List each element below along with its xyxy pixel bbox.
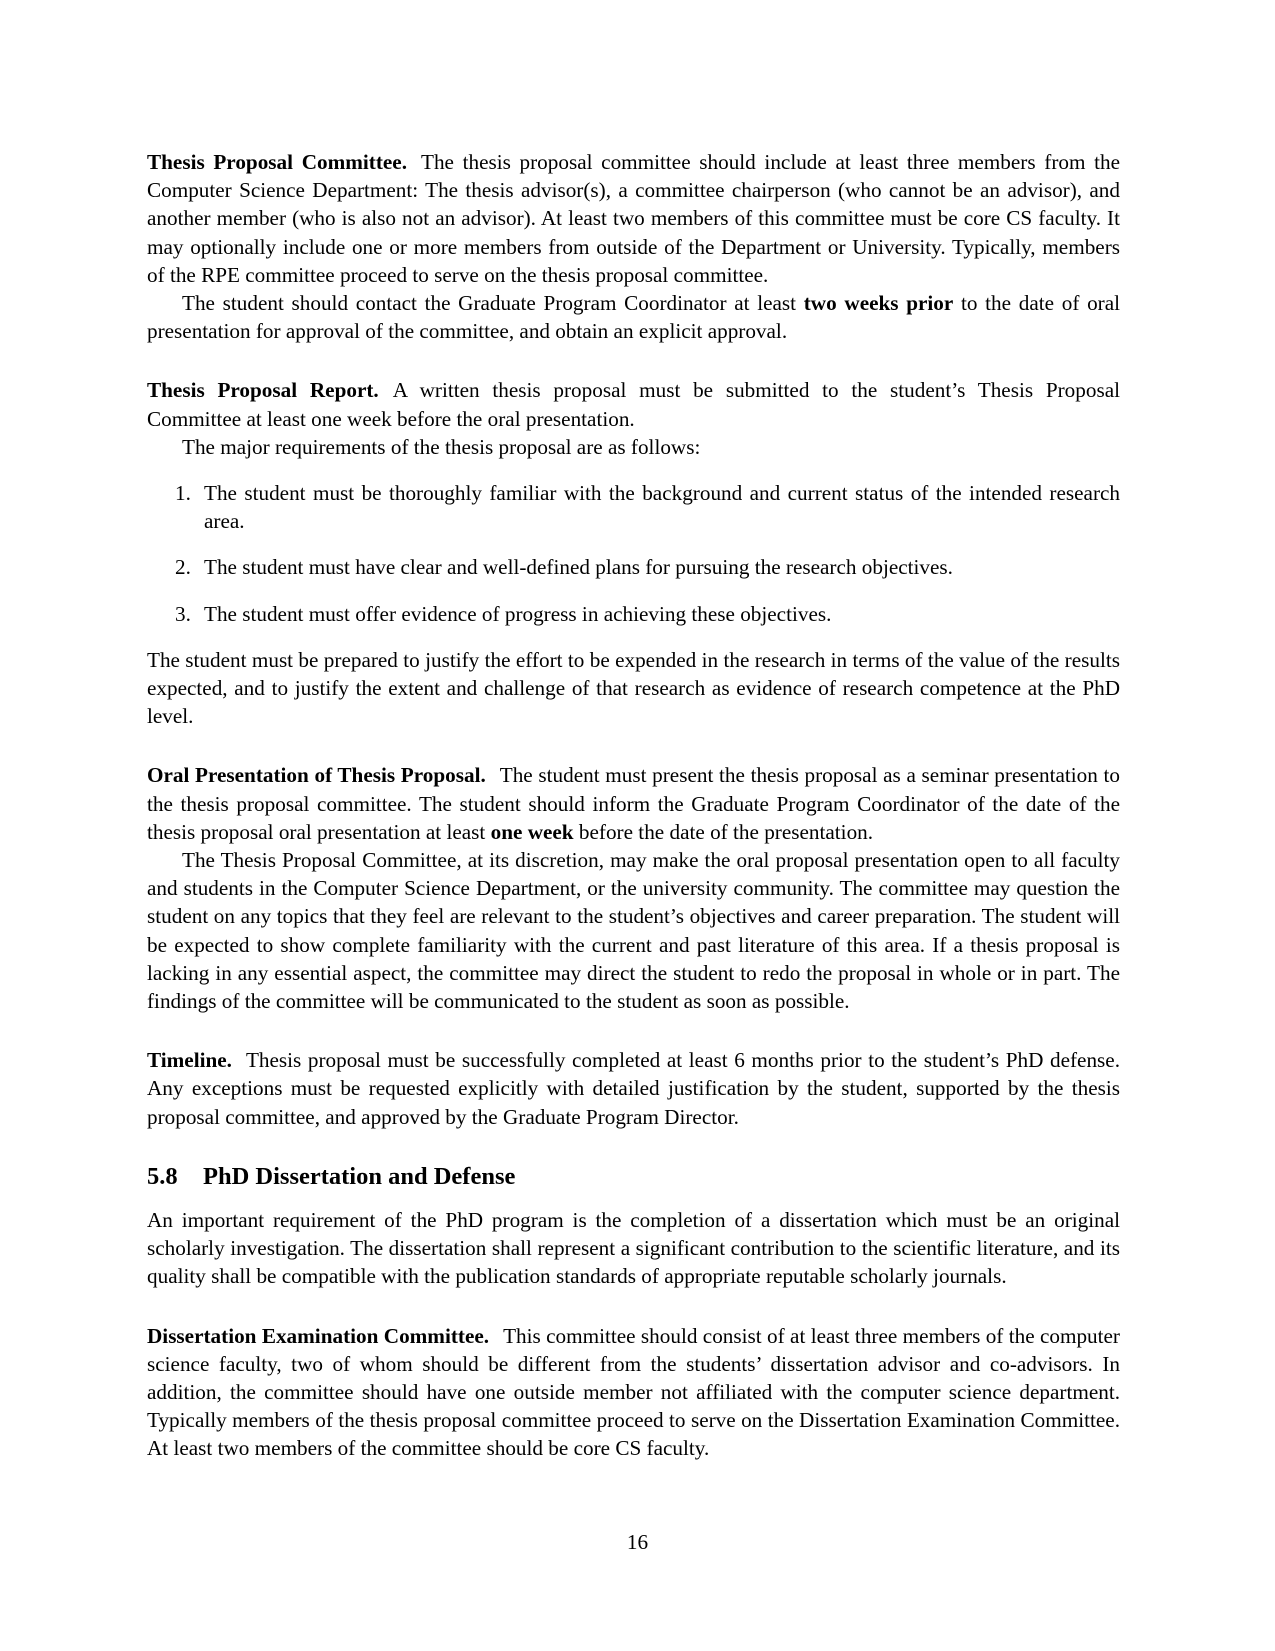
list-item-text: The student must be thoroughly familiar with the background and current status of the intended research area. [204,481,1120,534]
runin-heading: Timeline. [147,1048,232,1073]
emphasis-text: two weeks prior [803,291,954,316]
paragraph-text: The thesis proposal committee should include at least three members from the Computer Science Department: The thesis advisor(s), a committee chairperson (who cannot be an advisor), and another member (who is also not an advisor). At least two members of this committee must be core CS faculty. It may optionally include one or more members from outside of the Department or University. Typically, members of the RPE committee proceed to serve on the thesis proposal committee. [147,150,1120,287]
list-item [147,553,1120,581]
runin-heading: Oral Presentation of Thesis Proposal. [147,763,486,788]
dissertation-committee-paragraph [147,1322,1120,1463]
list-item-text: The student must offer evidence of progress in achieving these objectives. [204,601,832,626]
list-number: 2. [175,555,191,580]
emphasis-text: one week [490,819,574,844]
paragraph-text: The student should contact the Graduate Program Coordinator at least [182,291,797,316]
section-number: 5.8 [147,1162,178,1190]
paragraph-text: This committee should consist of at least three members of the computer science faculty, two of whom should be different from the students’ dissertation advisor and co-advisors. In addition, the committee should have one outside member not affiliated with the computer science department. Typically members of the thesis proposal committee proceed to serve on the Dissertation Examination Committee. At least two members of the committee should be core CS faculty. [147,1323,1120,1461]
timeline-paragraph [147,1046,1120,1131]
runin-heading: Thesis Proposal Committee. [147,150,407,174]
paragraph-text: Thesis proposal must be successfully completed at least 6 months prior to the student’s PhD defense. Any exceptions must be requested explicitly with detailed justification by the student, supported by the thesis proposal committee, and approved by the Graduate Program Director. [147,1048,1120,1129]
paragraph-text: before the date of the presentation. [578,819,874,844]
thesis-proposal-report-paragraph [147,376,1120,432]
thesis-proposal-committee-paragraph [147,148,1120,289]
runin-heading: Thesis Proposal Report. [147,378,379,403]
page-number: 16 [626,1530,649,1554]
section-heading [147,1162,1120,1192]
requirements-list [147,479,1120,628]
committee-discretion-paragraph: The Thesis Proposal Committee, at its discretion, may make the oral proposal presentation open to all faculty and students in the Computer Science Department, or the university community. The committee may question the student on any topics that they feel are relevant to the student’s objectives and career preparation. The student will be expected to show complete familiarity with the current and past literature of this area. If a thesis proposal is lacking in any essential aspect, the committee may direct the student to redo the proposal in whole or in part. The findings of the committee will be communicated to the student as soon as possible. [147,848,1120,1014]
list-item-text: The student must have clear and well-defined plans for pursuing the research objectives. [204,555,953,580]
section-title: PhD Dissertation and Defense [203,1162,516,1190]
runin-heading: Dissertation Examination Committee. [147,1323,490,1348]
list-item [147,479,1120,535]
list-number: 1. [175,481,191,506]
justification-paragraph: The student must be prepared to justify the effort to be expended in the research in terms of the value of the results expected, and to justify the extent and challenge of that research as evidence of research competence at the PhD level. [147,647,1120,729]
requirements-intro: The major requirements of the thesis proposal are as follows: [182,434,701,459]
paragraph-text: to the date of oral presentation for approval of the committee, and obtain an explicit approval. [147,291,1121,344]
dissertation-intro-paragraph: An important requirement of the PhD program is the completion of a dissertation which must be an original scholarly investigation. The dissertation shall represent a significant contribution to the scientific literature, and its quality shall be compatible with the publication standards of appropriate reputable scholarly journals. [147,1207,1120,1289]
list-item [147,600,1120,628]
list-number: 3. [175,601,191,626]
paragraph-text: The student must present the thesis proposal as a seminar presentation to the thesis proposal committee. The student should inform the Graduate Program Coordinator of the date of the thesis proposal oral presentation at least [147,763,1120,844]
paragraph-text: A written thesis proposal must be submitted to the student’s Thesis Proposal Committee at least one week before the oral presentation. [147,378,1120,431]
document-page [147,148,1120,1463]
committee-approval-paragraph [147,289,1120,345]
oral-presentation-paragraph [147,761,1120,846]
